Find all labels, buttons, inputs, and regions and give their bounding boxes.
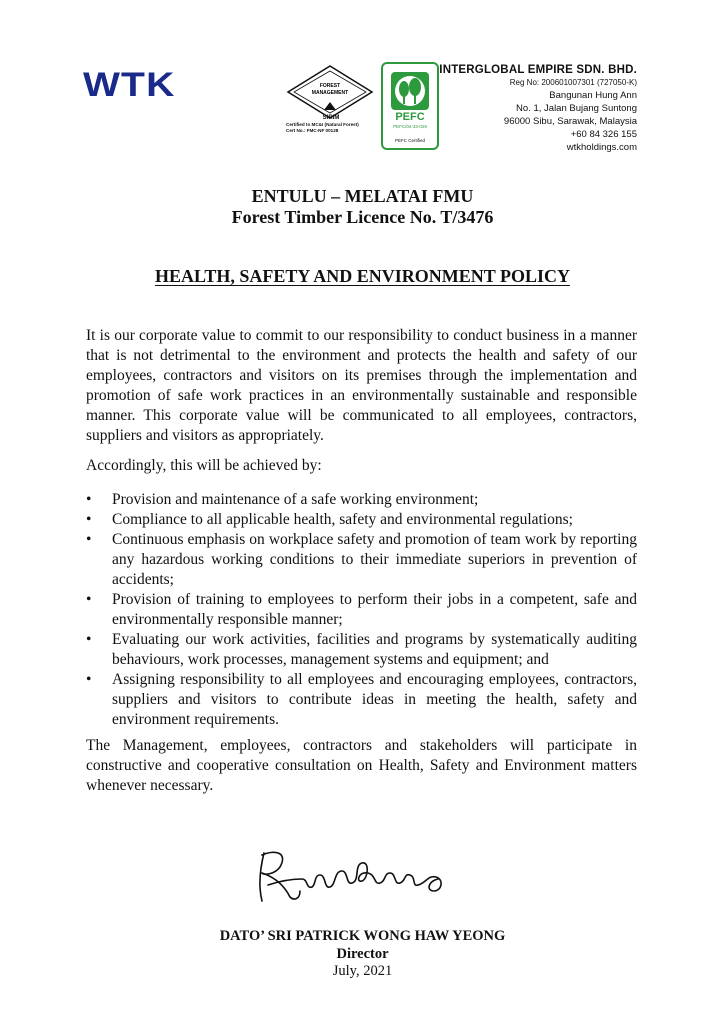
company-building: Bangunan Hung Ann <box>549 90 637 101</box>
closing-paragraph: The Management, employees, contractors and stakeholders will participate in constructive and cooperative consultation on Health, Safety and Environment matters whenever necessary. <box>86 737 637 794</box>
signatory-date: July, 2021 <box>332 963 393 979</box>
company-street: No. 1, Jalan Bujang Suntong <box>516 103 637 114</box>
signature-icon <box>250 845 460 907</box>
bullet-text: Assigning responsibility to all employees and encouraging employees, contractors, suppliers and visitors to contribute ideas in meeting the health, safety and environment requirements. <box>112 671 637 728</box>
list-item <box>86 490 637 510</box>
list-item <box>86 530 637 590</box>
cert-line2: Cert No.: FMC-NF 00128 <box>286 128 339 134</box>
bullet-text: Continuous emphasis on workplace safety and promotion of team work by reporting any hazardous working conditions to their immediate superiors in prevention of accidents; <box>112 531 637 588</box>
pefc-code: PEFC/04-33-029 <box>393 124 427 129</box>
company-address-block <box>439 64 637 154</box>
signatory-name: DATO’ SRI PATRICK WONG HAW YEONG <box>219 928 506 944</box>
policy-bullet-list <box>86 490 637 730</box>
list-item <box>86 590 637 630</box>
list-item <box>86 630 637 670</box>
pefc-trees-icon <box>391 72 429 110</box>
fmu-title: ENTULU – MELATAI FMU <box>251 186 474 206</box>
sirim-badge-icon <box>284 64 376 120</box>
policy-title: HEALTH, SAFETY AND ENVIRONMENT POLICY <box>155 266 570 286</box>
pefc-cert-logo <box>381 62 439 150</box>
bullet-icon: • <box>86 491 92 508</box>
licence-title: Forest Timber Licence No. T/3476 <box>231 207 494 227</box>
company-phone: +60 84 326 155 <box>570 129 637 140</box>
bullet-icon: • <box>86 591 92 608</box>
lead-in-paragraph: Accordingly, this will be achieved by: <box>86 457 322 474</box>
forest-management-cert-logo <box>284 64 376 146</box>
badge-bottom-text: MANAGEMENT <box>311 90 349 96</box>
pefc-word: PEFC <box>395 111 425 123</box>
bullet-icon: • <box>86 531 92 548</box>
bullet-icon: • <box>86 631 92 648</box>
badge-top-text: FOREST <box>319 83 341 89</box>
pefc-label: PEFC Certified <box>394 138 425 143</box>
bullet-icon: • <box>86 671 92 688</box>
bullet-text: Compliance to all applicable health, safety and environmental regulations; <box>112 511 573 528</box>
company-reg: Reg No: 200601007301 (727050-K) <box>509 78 637 87</box>
bullet-text: Provision of training to employees to perform their jobs in a competent, safe and environmentally responsible manner; <box>112 591 637 628</box>
bullet-text: Evaluating our work activities, facilities and programs by systematically auditing behaviours, work processes, management systems and equipment; and <box>112 631 637 668</box>
list-item <box>86 670 637 730</box>
bullet-icon: • <box>86 511 92 528</box>
cert-issuer: SIRIM <box>322 115 340 121</box>
bullet-text: Provision and maintenance of a safe working environment; <box>112 491 479 508</box>
company-website: wtkholdings.com <box>566 142 637 153</box>
wtk-logo: WTK <box>83 66 176 104</box>
cert-line1: Certified to MC&I (Natural Forest) <box>286 122 359 128</box>
company-city: 96000 Sibu, Sarawak, Malaysia <box>503 116 637 127</box>
intro-paragraph: It is our corporate value to commit to our responsibility to conduct business in a manner that is not detrimental to the environment and protects the health and safety of our employees, contractors and visitors on its premises through the implementation and promotion of safe work practices in an environmentally sustainable and responsible manner. This corporate value will be communicated to all employees, contractors, suppliers and visitors as appropriately. <box>86 327 637 444</box>
signatory-role: Director <box>336 946 389 962</box>
company-name: INTERGLOBAL EMPIRE SDN. BHD. <box>439 64 637 76</box>
list-item <box>86 510 637 530</box>
